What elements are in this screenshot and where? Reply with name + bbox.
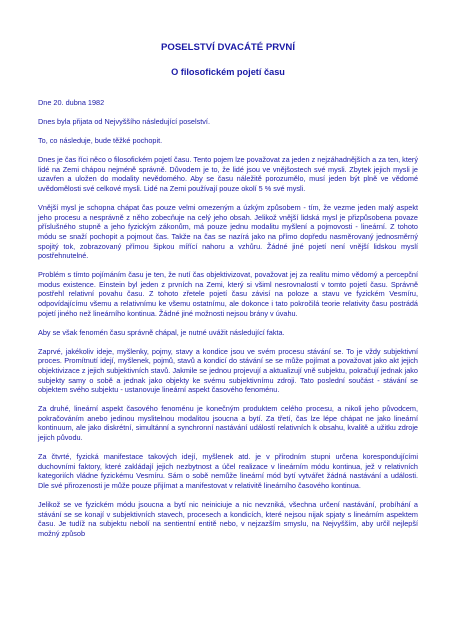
paragraph: Za druhé, lineární aspekt časového fenoménu je konečným produktem celého procesu, a nikoli jeho původcem, pokračováním anebo jedinou myslitelnou modalitou jsoucna a bytí. Za třetí, čas lze lépe chápat ne jako lineární kontinuum, ale jako diskrétní, simultánní a synchronní nastávání událostí relativních k obsahu, kvalitě a užitku zdroje jejich původu. bbox=[38, 404, 418, 443]
paragraph: Aby se však fenomén času správně chápal, je nutné uvážit následující fakta. bbox=[38, 327, 285, 337]
paragraph: Dnes byla přijata od Nejvyššího následující poselství. bbox=[38, 117, 210, 127]
document-subtitle: O filosofickém pojetí času bbox=[171, 67, 285, 77]
paragraph: To, co následuje, bude těžké pochopit. bbox=[38, 136, 163, 146]
paragraph: Dnes je čas říci něco o filosofickém pojetí času. Tento pojem lze považovat za jeden z nejzáhadnějších a za ten, který lidé na Zemi chápou nejméně správně. Důvodem je to, že lidé jsou ve vnějšostech své mysli. Zbytek jejich mysli je uzavřen a uložen do modality nevědomého. Aby se času náležitě porozumělo, musí jeden být plně ve vědomé uvědomělosti své celkové mysli. Lidé na Zemi používají pouze okolí 5 % své mysli. bbox=[38, 155, 418, 194]
date-line: Dne 20. dubna 1982 bbox=[38, 98, 105, 107]
paragraph: Vnější mysl je schopna chápat čas pouze velmi omezeným a úzkým způsobem - tím, že vezme jeden malý aspekt jeho procesu a nesprávně z něho zobecňuje na celý jeho obsah. Jelikož vnější lidská mysl je přizpůsobena povaze příslušného stupně a jeho fyzickým zákonům, má pouze jednu modalitu myšlení a pojmovosti - lineární. Z tohoto módu se snaží pochopit a pojmout čas. Takže na čas se nazírá jako na přímo dopředu nasměrovaný jednosměrný spojitý tok, zobrazovaný přímou šipkou mířící nahoru a vzhůru. Žádné jiné pojetí není vnější lidskou myslí postřehnutelné. bbox=[38, 203, 418, 261]
paragraph: Za čtvrté, fyzická manifestace takových idejí, myšlenek atd. je v přírodním stupni určena korespondujícími duchovními faktory, které zakládají jejich nezbytnost a účel realizace v lineárním módu kontinua, jež v relativních kategoriích vládne fyzickému Vesmíru. Sám o sobě nemůže lineární mód bytí vytvářet žádná nastávání a události. Dle své přirozenosti je může pouze přijímat a manifestovat v relativitě lineárního časového kontinua. bbox=[38, 452, 418, 490]
paragraph: Problém s tímto pojímáním času je ten, že nutí čas objektivizovat, považovat jej za realitu mimo vědomý a percepční modus existence. Einstein byl jeden z prvních na Zemi, který si všiml nesrovnalostí v tomto pojetí času. Správně postřehl relativní povahu času. Z tohoto zřetele pojetí času závisí na poloze a stavu ve fyzickém Vesmíru, odpovídajícímu všemu a relativnímu ke všemu ostatnímu, ale dokonce i tato pokročilá teorie relativity času postrádá pojetí jiného než lineárního kontinua. Žádné jiné možnosti nejsou brány v úvahu. bbox=[38, 270, 418, 318]
document-title: POSELSTVÍ DVACÁTÉ PRVNÍ bbox=[161, 42, 295, 53]
paragraph: Zaprvé, jakékoliv ideje, myšlenky, pojmy, stavy a kondice jsou ve svém procesu stávání se. To je vždy subjektivní proces. Promítnutí idejí, myšlenek, pojmů, stavů a kondicí do stávání se se může pojímat a považovat jako akt jejich objektivizace z jejich subjektivních stavů. Jakmile se jednou projevují a aktualizují vně subjektu, pokračují jednak jako subjekty samy o sobě a jednak jako objekty ke svému subjektivnímu zdroji. Tato poslední součást - stávání se objektem svého subjektu - ustanovuje lineární aspekt časového fenoménu. bbox=[38, 346, 418, 395]
paragraph: Jelikož se ve fyzickém módu jsoucna a bytí nic neiniciuje a nic nevzniká, všechna určení nastávání, probíhání a stávání se se konají v subjektivních stavech, procesech a kondicích, které nejsou nijak spjaty s lineárním aspektem času. Je tudíž na subjektu nebolí na sentientní entitě nebo, v nejzazším smyslu, na Nejvyšším, aby určil nejlepší možný způsob bbox=[38, 500, 418, 538]
document-page bbox=[38, 42, 418, 548]
